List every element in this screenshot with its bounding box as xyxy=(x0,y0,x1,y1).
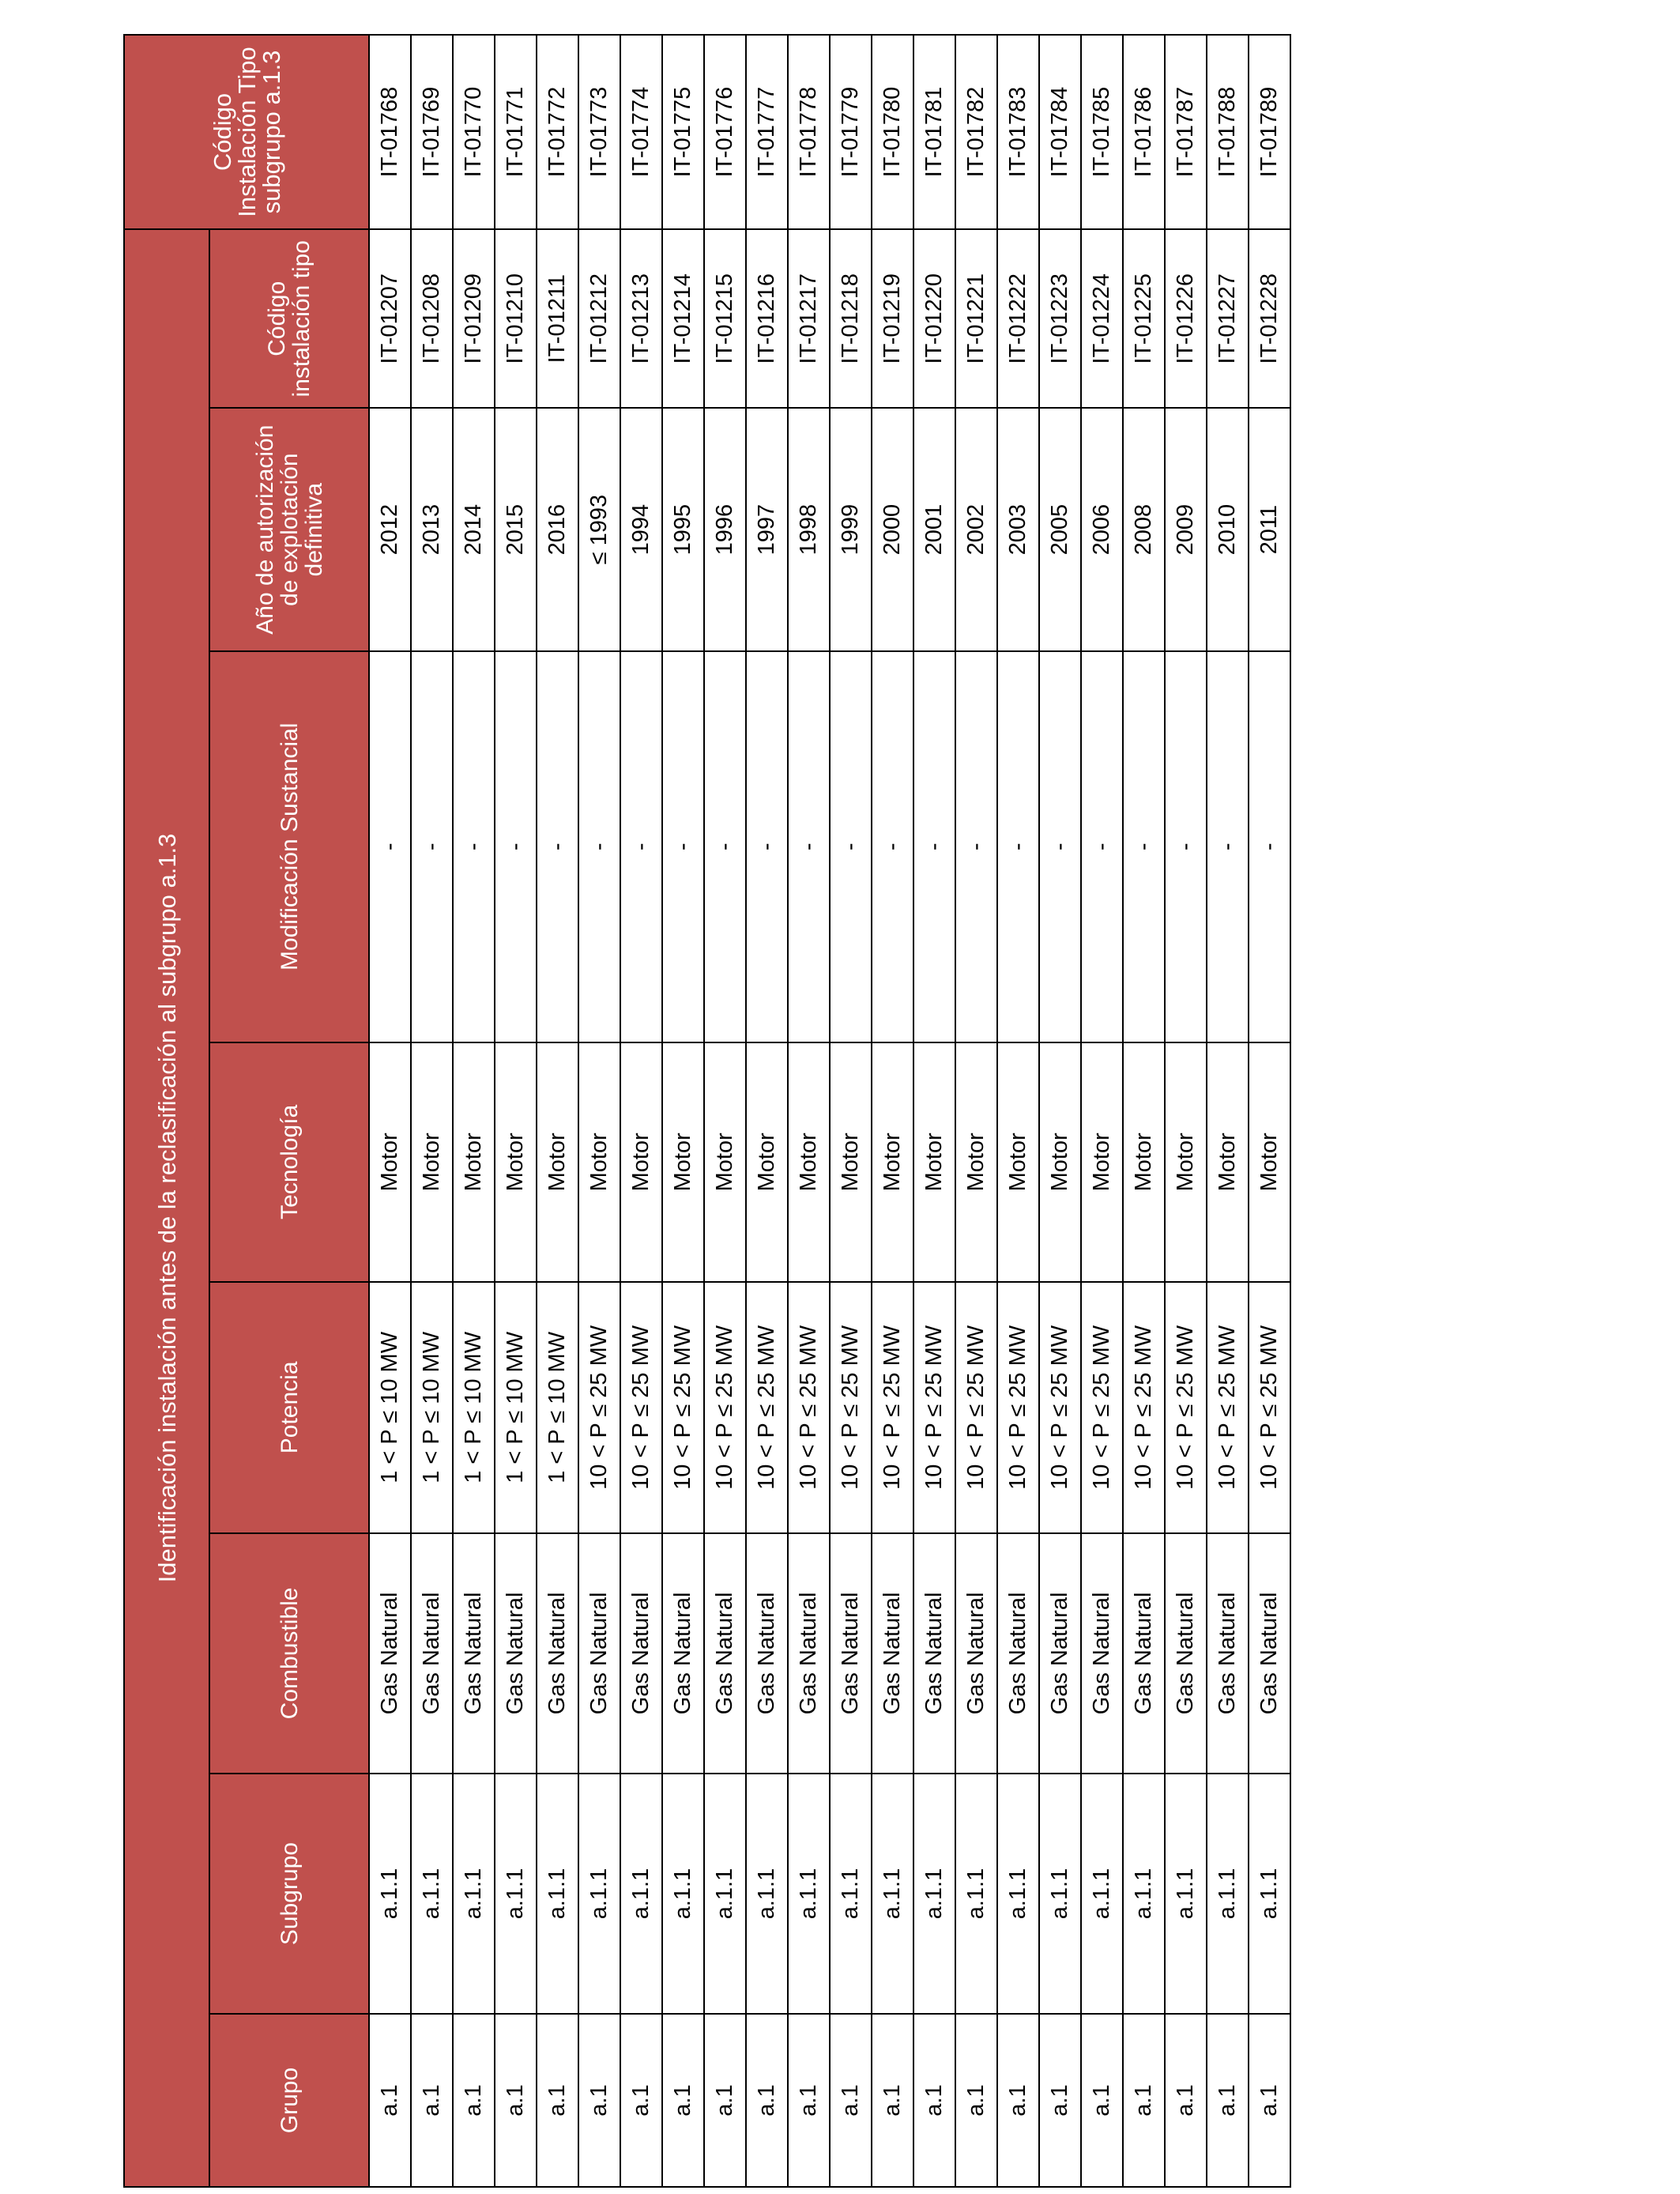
cell-codigo-tipo: IT-01228 xyxy=(1249,229,1290,409)
cell-codigo-tipo: IT-01215 xyxy=(704,229,746,409)
cell-potencia: 10 < P ≤ 25 MW xyxy=(704,1282,746,1533)
cell-subgrupo: a.1.1 xyxy=(872,1774,913,2014)
cell-anio: 2012 xyxy=(369,408,411,650)
cell-grupo: a.1 xyxy=(913,2014,955,2187)
cell-combustible: Gas Natural xyxy=(662,1533,704,1774)
cell-grupo: a.1 xyxy=(662,2014,704,2187)
cell-subgrupo: a.1.1 xyxy=(620,1774,662,2014)
cell-combustible: Gas Natural xyxy=(913,1533,955,1774)
cell-potencia: 10 < P ≤ 25 MW xyxy=(872,1282,913,1533)
cell-subgrupo: a.1.1 xyxy=(788,1774,830,2014)
cell-anio: 2010 xyxy=(1207,408,1249,650)
cell-codigo-a13: IT-01782 xyxy=(955,35,997,229)
cell-codigo-tipo: IT-01212 xyxy=(578,229,620,409)
cell-subgrupo: a.1.1 xyxy=(1081,1774,1123,2014)
cell-subgrupo: a.1.1 xyxy=(1039,1774,1081,2014)
cell-potencia: 10 < P ≤ 25 MW xyxy=(913,1282,955,1533)
cell-modificacion: - xyxy=(662,651,704,1042)
cell-combustible: Gas Natural xyxy=(453,1533,495,1774)
cell-anio: 2003 xyxy=(997,408,1039,650)
table-row xyxy=(411,35,453,2187)
cell-subgrupo: a.1.1 xyxy=(411,1774,453,2014)
cell-modificacion: - xyxy=(746,651,788,1042)
cell-modificacion: - xyxy=(913,651,955,1042)
cell-codigo-tipo: IT-01224 xyxy=(1081,229,1123,409)
table-title-row xyxy=(124,35,209,2187)
cell-tecnologia: Motor xyxy=(411,1042,453,1282)
cell-modificacion: - xyxy=(788,651,830,1042)
cell-potencia: 10 < P ≤ 25 MW xyxy=(1249,1282,1290,1533)
table-row xyxy=(1123,35,1165,2187)
cell-modificacion: - xyxy=(872,651,913,1042)
table-row xyxy=(662,35,704,2187)
table-row xyxy=(537,35,578,2187)
cell-codigo-tipo: IT-01225 xyxy=(1123,229,1165,409)
cell-tecnologia: Motor xyxy=(872,1042,913,1282)
cell-anio: 2002 xyxy=(955,408,997,650)
cell-tecnologia: Motor xyxy=(1081,1042,1123,1282)
cell-grupo: a.1 xyxy=(411,2014,453,2187)
cell-subgrupo: a.1.1 xyxy=(453,1774,495,2014)
cell-combustible: Gas Natural xyxy=(369,1533,411,1774)
cell-codigo-tipo: IT-01221 xyxy=(955,229,997,409)
cell-combustible: Gas Natural xyxy=(1039,1533,1081,1774)
cell-modificacion: - xyxy=(704,651,746,1042)
cell-grupo: a.1 xyxy=(746,2014,788,2187)
header-anio: Año de autorización de explotación definitiva xyxy=(209,408,369,650)
cell-modificacion: - xyxy=(1123,651,1165,1042)
cell-potencia: 1 < P ≤ 10 MW xyxy=(411,1282,453,1533)
cell-combustible: Gas Natural xyxy=(746,1533,788,1774)
cell-combustible: Gas Natural xyxy=(955,1533,997,1774)
cell-grupo: a.1 xyxy=(872,2014,913,2187)
cell-subgrupo: a.1.1 xyxy=(1165,1774,1207,2014)
table-row xyxy=(620,35,662,2187)
cell-anio: 1996 xyxy=(704,408,746,650)
cell-anio: 1997 xyxy=(746,408,788,650)
cell-subgrupo: a.1.1 xyxy=(830,1774,872,2014)
cell-codigo-a13: IT-01785 xyxy=(1081,35,1123,229)
cell-codigo-tipo: IT-01226 xyxy=(1165,229,1207,409)
table-row xyxy=(788,35,830,2187)
cell-modificacion: - xyxy=(369,651,411,1042)
cell-codigo-a13: IT-01786 xyxy=(1123,35,1165,229)
table-row xyxy=(578,35,620,2187)
cell-modificacion: - xyxy=(830,651,872,1042)
cell-subgrupo: a.1.1 xyxy=(662,1774,704,2014)
cell-combustible: Gas Natural xyxy=(1081,1533,1123,1774)
cell-subgrupo: a.1.1 xyxy=(578,1774,620,2014)
cell-combustible: Gas Natural xyxy=(997,1533,1039,1774)
cell-grupo: a.1 xyxy=(453,2014,495,2187)
cell-grupo: a.1 xyxy=(1207,2014,1249,2187)
cell-codigo-a13: IT-01769 xyxy=(411,35,453,229)
cell-modificacion: - xyxy=(578,651,620,1042)
cell-codigo-tipo: IT-01216 xyxy=(746,229,788,409)
cell-modificacion: - xyxy=(1207,651,1249,1042)
cell-grupo: a.1 xyxy=(997,2014,1039,2187)
cell-grupo: a.1 xyxy=(1165,2014,1207,2187)
cell-anio: 2009 xyxy=(1165,408,1207,650)
cell-codigo-tipo: IT-01211 xyxy=(537,229,578,409)
cell-codigo-a13: IT-01778 xyxy=(788,35,830,229)
cell-tecnologia: Motor xyxy=(997,1042,1039,1282)
table-row xyxy=(495,35,537,2187)
table-row xyxy=(997,35,1039,2187)
cell-combustible: Gas Natural xyxy=(1165,1533,1207,1774)
cell-tecnologia: Motor xyxy=(830,1042,872,1282)
cell-codigo-tipo: IT-01210 xyxy=(495,229,537,409)
cell-potencia: 10 < P ≤ 25 MW xyxy=(662,1282,704,1533)
cell-modificacion: - xyxy=(955,651,997,1042)
cell-anio: 1994 xyxy=(620,408,662,650)
cell-codigo-tipo: IT-01218 xyxy=(830,229,872,409)
cell-potencia: 10 < P ≤ 25 MW xyxy=(997,1282,1039,1533)
cell-tecnologia: Motor xyxy=(1249,1042,1290,1282)
cell-tecnologia: Motor xyxy=(495,1042,537,1282)
cell-combustible: Gas Natural xyxy=(1123,1533,1165,1774)
cell-combustible: Gas Natural xyxy=(872,1533,913,1774)
cell-combustible: Gas Natural xyxy=(830,1533,872,1774)
cell-potencia: 10 < P ≤ 25 MW xyxy=(620,1282,662,1533)
table-body xyxy=(369,35,1290,2187)
cell-combustible: Gas Natural xyxy=(788,1533,830,1774)
cell-tecnologia: Motor xyxy=(662,1042,704,1282)
cell-anio: 1995 xyxy=(662,408,704,650)
cell-anio: 2001 xyxy=(913,408,955,650)
cell-codigo-tipo: IT-01209 xyxy=(453,229,495,409)
cell-codigo-a13: IT-01776 xyxy=(704,35,746,229)
cell-tecnologia: Motor xyxy=(369,1042,411,1282)
cell-anio: 2008 xyxy=(1123,408,1165,650)
cell-anio: 2016 xyxy=(537,408,578,650)
cell-subgrupo: a.1.1 xyxy=(997,1774,1039,2014)
cell-codigo-a13: IT-01779 xyxy=(830,35,872,229)
cell-potencia: 1 < P ≤ 10 MW xyxy=(495,1282,537,1533)
cell-tecnologia: Motor xyxy=(1039,1042,1081,1282)
header-codigo-a13: Código Instalación Tipo subgrupo a.1.3 xyxy=(124,35,369,229)
cell-modificacion: - xyxy=(1039,651,1081,1042)
cell-codigo-tipo: IT-01227 xyxy=(1207,229,1249,409)
cell-anio: 2005 xyxy=(1039,408,1081,650)
cell-potencia: 10 < P ≤ 25 MW xyxy=(788,1282,830,1533)
cell-tecnologia: Motor xyxy=(788,1042,830,1282)
table-row xyxy=(872,35,913,2187)
cell-subgrupo: a.1.1 xyxy=(746,1774,788,2014)
cell-anio: 2011 xyxy=(1249,408,1290,650)
cell-grupo: a.1 xyxy=(620,2014,662,2187)
cell-combustible: Gas Natural xyxy=(704,1533,746,1774)
cell-modificacion: - xyxy=(620,651,662,1042)
cell-tecnologia: Motor xyxy=(746,1042,788,1282)
cell-grupo: a.1 xyxy=(955,2014,997,2187)
table-row xyxy=(453,35,495,2187)
cell-grupo: a.1 xyxy=(495,2014,537,2187)
cell-codigo-tipo: IT-01220 xyxy=(913,229,955,409)
cell-modificacion: - xyxy=(1165,651,1207,1042)
cell-tecnologia: Motor xyxy=(578,1042,620,1282)
cell-tecnologia: Motor xyxy=(620,1042,662,1282)
cell-codigo-a13: IT-01780 xyxy=(872,35,913,229)
cell-potencia: 10 < P ≤ 25 MW xyxy=(578,1282,620,1533)
header-codigo-tipo: Código instalación tipo xyxy=(209,229,369,409)
header-subgrupo: Subgrupo xyxy=(209,1774,369,2014)
cell-codigo-a13: IT-01777 xyxy=(746,35,788,229)
cell-subgrupo: a.1.1 xyxy=(1249,1774,1290,2014)
cell-modificacion: - xyxy=(1081,651,1123,1042)
cell-tecnologia: Motor xyxy=(1207,1042,1249,1282)
cell-grupo: a.1 xyxy=(788,2014,830,2187)
cell-codigo-a13: IT-01787 xyxy=(1165,35,1207,229)
cell-potencia: 10 < P ≤ 25 MW xyxy=(955,1282,997,1533)
cell-grupo: a.1 xyxy=(1249,2014,1290,2187)
cell-codigo-tipo: IT-01219 xyxy=(872,229,913,409)
cell-potencia: 1 < P ≤ 10 MW xyxy=(537,1282,578,1533)
cell-codigo-tipo: IT-01222 xyxy=(997,229,1039,409)
cell-modificacion: - xyxy=(537,651,578,1042)
cell-potencia: 10 < P ≤ 25 MW xyxy=(1081,1282,1123,1533)
cell-codigo-a13: IT-01788 xyxy=(1207,35,1249,229)
cell-grupo: a.1 xyxy=(704,2014,746,2187)
cell-anio: 1998 xyxy=(788,408,830,650)
cell-grupo: a.1 xyxy=(1081,2014,1123,2187)
cell-anio: 2006 xyxy=(1081,408,1123,650)
table-row xyxy=(830,35,872,2187)
table-row xyxy=(1165,35,1207,2187)
cell-grupo: a.1 xyxy=(830,2014,872,2187)
cell-modificacion: - xyxy=(1249,651,1290,1042)
cell-tecnologia: Motor xyxy=(704,1042,746,1282)
cell-codigo-tipo: IT-01208 xyxy=(411,229,453,409)
cell-codigo-a13: IT-01771 xyxy=(495,35,537,229)
cell-anio: ≤ 1993 xyxy=(578,408,620,650)
table-row xyxy=(1039,35,1081,2187)
cell-codigo-tipo: IT-01207 xyxy=(369,229,411,409)
cell-potencia: 10 < P ≤ 25 MW xyxy=(1039,1282,1081,1533)
cell-modificacion: - xyxy=(495,651,537,1042)
cell-codigo-a13: IT-01774 xyxy=(620,35,662,229)
table-row xyxy=(369,35,411,2187)
cell-subgrupo: a.1.1 xyxy=(369,1774,411,2014)
cell-codigo-a13: IT-01781 xyxy=(913,35,955,229)
table-row xyxy=(955,35,997,2187)
cell-modificacion: - xyxy=(411,651,453,1042)
cell-subgrupo: a.1.1 xyxy=(1123,1774,1165,2014)
cell-anio: 1999 xyxy=(830,408,872,650)
header-grupo: Grupo xyxy=(209,2014,369,2187)
cell-tecnologia: Motor xyxy=(913,1042,955,1282)
reclassification-table xyxy=(123,34,1291,2188)
table-row xyxy=(1081,35,1123,2187)
cell-combustible: Gas Natural xyxy=(411,1533,453,1774)
cell-tecnologia: Motor xyxy=(955,1042,997,1282)
cell-codigo-a13: IT-01768 xyxy=(369,35,411,229)
table-row xyxy=(913,35,955,2187)
header-combustible: Combustible xyxy=(209,1533,369,1774)
cell-potencia: 10 < P ≤ 25 MW xyxy=(746,1282,788,1533)
cell-codigo-tipo: IT-01213 xyxy=(620,229,662,409)
header-potencia: Potencia xyxy=(209,1282,369,1533)
cell-subgrupo: a.1.1 xyxy=(704,1774,746,2014)
header-tecnologia: Tecnología xyxy=(209,1042,369,1282)
cell-grupo: a.1 xyxy=(537,2014,578,2187)
cell-potencia: 1 < P ≤ 10 MW xyxy=(369,1282,411,1533)
cell-combustible: Gas Natural xyxy=(578,1533,620,1774)
table-header-row xyxy=(209,35,369,2187)
cell-anio: 2013 xyxy=(411,408,453,650)
cell-tecnologia: Motor xyxy=(537,1042,578,1282)
cell-potencia: 10 < P ≤ 25 MW xyxy=(1123,1282,1165,1533)
cell-subgrupo: a.1.1 xyxy=(537,1774,578,2014)
cell-codigo-a13: IT-01783 xyxy=(997,35,1039,229)
table-row xyxy=(1207,35,1249,2187)
cell-combustible: Gas Natural xyxy=(1249,1533,1290,1774)
cell-grupo: a.1 xyxy=(578,2014,620,2187)
cell-codigo-tipo: IT-01214 xyxy=(662,229,704,409)
cell-codigo-a13: IT-01770 xyxy=(453,35,495,229)
table-row xyxy=(746,35,788,2187)
cell-combustible: Gas Natural xyxy=(620,1533,662,1774)
cell-subgrupo: a.1.1 xyxy=(495,1774,537,2014)
cell-potencia: 1 < P ≤ 10 MW xyxy=(453,1282,495,1533)
cell-potencia: 10 < P ≤ 25 MW xyxy=(1207,1282,1249,1533)
cell-anio: 2014 xyxy=(453,408,495,650)
cell-combustible: Gas Natural xyxy=(495,1533,537,1774)
cell-grupo: a.1 xyxy=(369,2014,411,2187)
cell-tecnologia: Motor xyxy=(1123,1042,1165,1282)
cell-subgrupo: a.1.1 xyxy=(955,1774,997,2014)
cell-anio: 2015 xyxy=(495,408,537,650)
cell-combustible: Gas Natural xyxy=(537,1533,578,1774)
cell-codigo-a13: IT-01772 xyxy=(537,35,578,229)
cell-modificacion: - xyxy=(997,651,1039,1042)
group-title-header: Identificación instalación antes de la reclasificación al subgrupo a.1.3 xyxy=(124,229,209,2187)
cell-combustible: Gas Natural xyxy=(1207,1533,1249,1774)
cell-grupo: a.1 xyxy=(1123,2014,1165,2187)
cell-tecnologia: Motor xyxy=(453,1042,495,1282)
table-row xyxy=(1249,35,1290,2187)
cell-grupo: a.1 xyxy=(1039,2014,1081,2187)
cell-potencia: 10 < P ≤ 25 MW xyxy=(1165,1282,1207,1533)
cell-subgrupo: a.1.1 xyxy=(1207,1774,1249,2014)
cell-modificacion: - xyxy=(453,651,495,1042)
cell-anio: 2000 xyxy=(872,408,913,650)
cell-codigo-tipo: IT-01217 xyxy=(788,229,830,409)
cell-codigo-tipo: IT-01223 xyxy=(1039,229,1081,409)
cell-codigo-a13: IT-01784 xyxy=(1039,35,1081,229)
table-row xyxy=(704,35,746,2187)
cell-tecnologia: Motor xyxy=(1165,1042,1207,1282)
cell-potencia: 10 < P ≤ 25 MW xyxy=(830,1282,872,1533)
cell-codigo-a13: IT-01773 xyxy=(578,35,620,229)
cell-codigo-a13: IT-01775 xyxy=(662,35,704,229)
cell-codigo-a13: IT-01789 xyxy=(1249,35,1290,229)
header-modificacion: Modificación Sustancial xyxy=(209,651,369,1042)
cell-subgrupo: a.1.1 xyxy=(913,1774,955,2014)
